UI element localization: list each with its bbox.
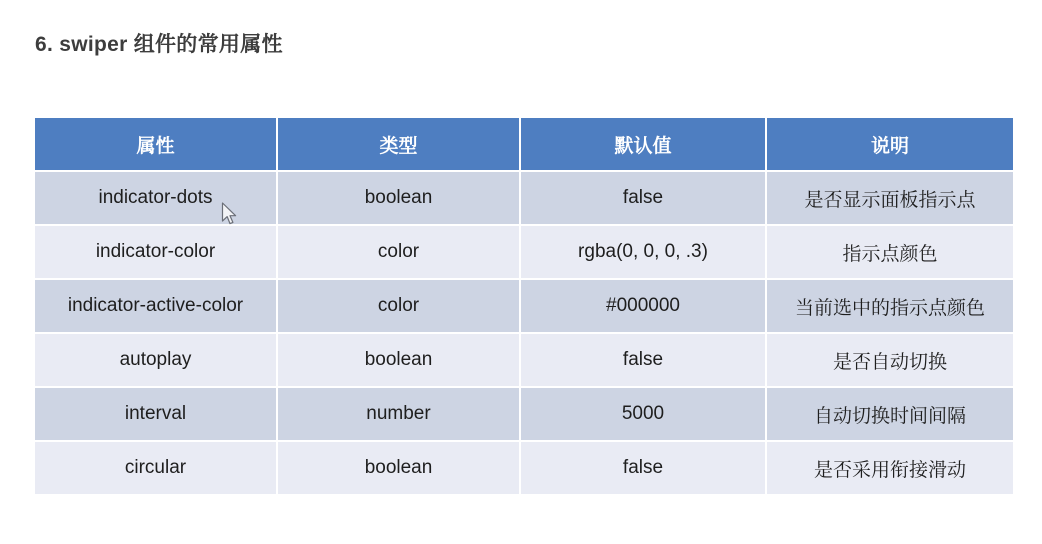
table-cell: false	[521, 172, 765, 224]
table-cell: autoplay	[35, 334, 276, 386]
swiper-props-table	[35, 118, 1013, 494]
table-cell: 指示点颜色	[767, 226, 1013, 278]
page-title: 6. swiper 组件的常用属性	[35, 33, 283, 56]
table-cell: 是否自动切换	[767, 334, 1013, 386]
table-cell: indicator-color	[35, 226, 276, 278]
table-header-row	[35, 118, 1013, 170]
table-row	[35, 334, 1013, 386]
table-cell: indicator-active-color	[35, 280, 276, 332]
table-cell: boolean	[278, 172, 519, 224]
table-row	[35, 226, 1013, 278]
table-cell: 是否显示面板指示点	[767, 172, 1013, 224]
table-cell: interval	[35, 388, 276, 440]
header-cell: 默认值	[521, 118, 765, 170]
header-cell: 类型	[278, 118, 519, 170]
table-row	[35, 280, 1013, 332]
table-cell: 5000	[521, 388, 765, 440]
header-cell: 属性	[35, 118, 276, 170]
header-cell: 说明	[767, 118, 1013, 170]
table-row	[35, 172, 1013, 224]
table-cell: false	[521, 334, 765, 386]
table-cell: circular	[35, 442, 276, 494]
table-cell: 自动切换时间间隔	[767, 388, 1013, 440]
table-cell: 是否采用衔接滑动	[767, 442, 1013, 494]
table-row	[35, 442, 1013, 494]
table-cell: color	[278, 226, 519, 278]
table-cell: false	[521, 442, 765, 494]
table-cell: indicator-dots	[35, 172, 276, 224]
table-cell: boolean	[278, 334, 519, 386]
table-cell: boolean	[278, 442, 519, 494]
table-cell: color	[278, 280, 519, 332]
table-cell: number	[278, 388, 519, 440]
table-row	[35, 388, 1013, 440]
table-cell: rgba(0, 0, 0, .3)	[521, 226, 765, 278]
table-cell: 当前选中的指示点颜色	[767, 280, 1013, 332]
table-cell: #000000	[521, 280, 765, 332]
